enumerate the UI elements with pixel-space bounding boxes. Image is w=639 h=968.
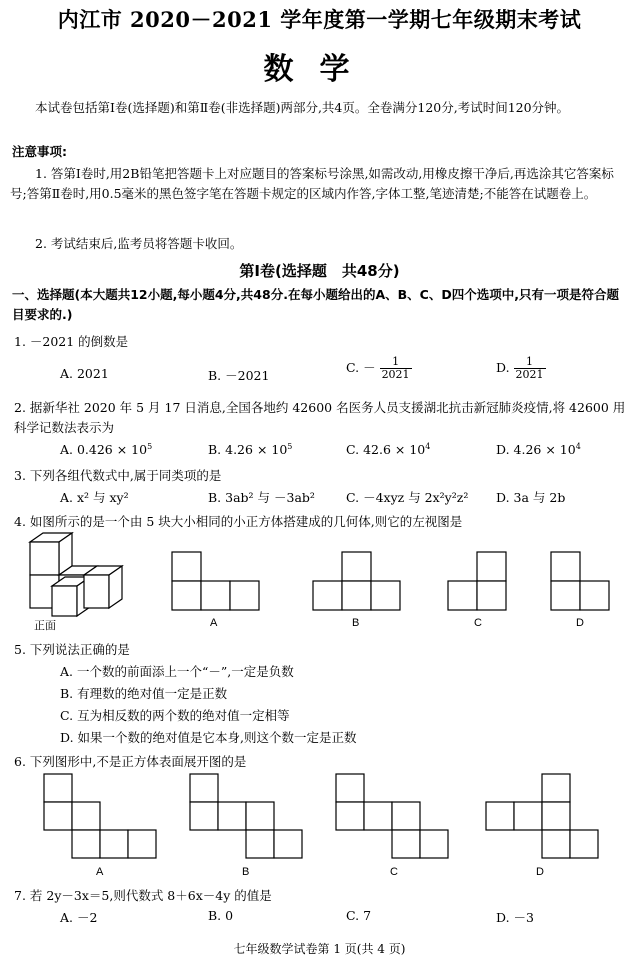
q1-option-d	[496, 356, 546, 381]
q6-option-c-net	[336, 774, 448, 858]
page-footer: 七年级数学试卷第 1 页(共 4 页)	[233, 942, 406, 956]
q2-option-a-text: A. 0.426 × 10	[60, 442, 148, 458]
q7-option-b: B. 0	[208, 908, 234, 923]
q4-option-a-view	[172, 552, 259, 610]
q4-figures	[0, 530, 639, 635]
q6-stem: 6. 下列图形中,不是正方体表面展开图的是	[14, 754, 247, 769]
q4-label-d: D	[576, 617, 584, 629]
q2-option-d-exp: 4	[575, 442, 581, 451]
notes-heading: 注意事项:	[12, 144, 67, 159]
q2-option-c-text: C. 42.6 × 10	[346, 442, 426, 458]
q6-option-a-net	[44, 774, 156, 858]
q7-option-a: A. －2	[60, 910, 98, 925]
q6-label-d: D	[536, 866, 544, 878]
q4-solid-figure	[30, 533, 122, 616]
q1-option-c-fraction	[380, 356, 412, 381]
exam-title: 内江市 2020－2021 学年度第一学期七年级期末考试	[57, 7, 582, 32]
q2-option-d	[496, 442, 581, 457]
q3-option-a: A. x² 与 xy²	[60, 490, 129, 505]
q2-option-a	[60, 442, 152, 457]
q3-option-c: C. －4xyz 与 2x²y²z²	[346, 490, 469, 505]
subject-title: 数学	[263, 52, 376, 87]
section-title: 第Ⅰ卷(选择题 共48分)	[239, 262, 400, 280]
q4-label-c: C	[474, 617, 482, 629]
q4-option-b-view	[313, 552, 400, 610]
q2-option-d-text: D. 4.26 × 10	[496, 442, 576, 458]
q1-option-d-fraction	[514, 356, 546, 381]
q1-option-b: B. －2021	[208, 368, 270, 383]
q5-option-a: A. 一个数的前面添上一个“－”,一定是负数	[60, 664, 294, 679]
q2-stem: 2. 据新华社 2020 年 5 月 17 日消息,全国各地约 42600 名医务人员支援湖北抗击新冠肺炎疫情,将 42600 用科学记数法表示为	[14, 400, 626, 435]
q5-stem: 5. 下列说法正确的是	[14, 642, 130, 657]
q5-option-c: C. 互为相反数的两个数的绝对值一定相等	[60, 708, 290, 723]
q6-label-c: C	[390, 866, 398, 878]
q1-option-a: A. 2021	[60, 366, 109, 381]
q1-option-d-numerator: 1	[514, 356, 546, 369]
q2-option-c	[346, 442, 430, 457]
q6-option-b-net	[190, 774, 302, 858]
q2-option-b	[208, 442, 292, 457]
q1-option-d-denominator: 2021	[515, 368, 544, 381]
q5-option-d: D. 如果一个数的绝对值是它本身,则这个数一定是正数	[60, 730, 357, 745]
q7-stem: 7. 若 2y－3x＝5,则代数式 8＋6x－4y 的值是	[14, 888, 272, 903]
q4-option-d-view	[551, 552, 609, 610]
q3-option-b: B. 3ab² 与 －3ab²	[208, 490, 315, 505]
q2-option-b-text: B. 4.26 × 10	[208, 442, 288, 458]
q4-option-c-view	[448, 552, 506, 610]
q1-option-c-denominator: 2021	[381, 368, 410, 381]
q6-figures	[0, 772, 639, 872]
section-instruction: 一、选择题(本大题共12小题,每小题4分,共48分.在每小题给出的A、B、C、D四个选项中,只有一项是符合题目要求的.)	[12, 287, 619, 322]
note-item-1: 1. 答第Ⅰ卷时,用2B铅笔把答题卡上对应题目的答案标号涂黑,如需改动,用橡皮擦干净后,再选涂其它答案标号;答第Ⅱ卷时,用0.5毫米的黑色签字笔在答题卡规定的区域内作答,字体工整,笔迹清楚;不能答在试题卷上。	[10, 166, 614, 201]
q4-stem: 4. 如图所示的是一个由 5 块大小相同的小正方体搭建成的几何体,则它的左视图是	[14, 514, 463, 529]
q7-option-d: D. －3	[496, 910, 534, 925]
intro-paragraph: 本试卷包括第Ⅰ卷(选择题)和第Ⅱ卷(非选择题)两部分,共4页。全卷满分120分,考试时间120分钟。	[35, 100, 570, 115]
note-item-2: 2. 考试结束后,监考员将答题卡收回。	[35, 236, 243, 251]
q1-option-c	[346, 356, 412, 381]
q7-option-c: C. 7	[346, 908, 372, 923]
q3-stem: 3. 下列各组代数式中,属于同类项的是	[14, 468, 222, 483]
q5-option-b: B. 有理数的绝对值一定是正数	[60, 686, 228, 701]
q4-label-b: B	[352, 617, 360, 629]
q2-option-b-exp: 5	[287, 442, 293, 451]
q6-label-a: A	[96, 866, 104, 878]
q2-option-c-exp: 4	[425, 442, 431, 451]
q2-option-a-exp: 5	[147, 442, 153, 451]
q6-label-b: B	[242, 866, 250, 878]
q1-option-d-prefix: D.	[496, 360, 510, 375]
q6-option-d-net	[486, 774, 598, 858]
q1-stem: 1. －2021 的倒数是	[14, 334, 129, 349]
q1-option-c-prefix: C. －	[346, 360, 376, 375]
q4-label-a: A	[210, 617, 218, 629]
q4-front-label: 正面	[34, 620, 56, 632]
q1-option-c-numerator: 1	[380, 356, 412, 369]
q3-option-d: D. 3a 与 2b	[496, 490, 566, 505]
